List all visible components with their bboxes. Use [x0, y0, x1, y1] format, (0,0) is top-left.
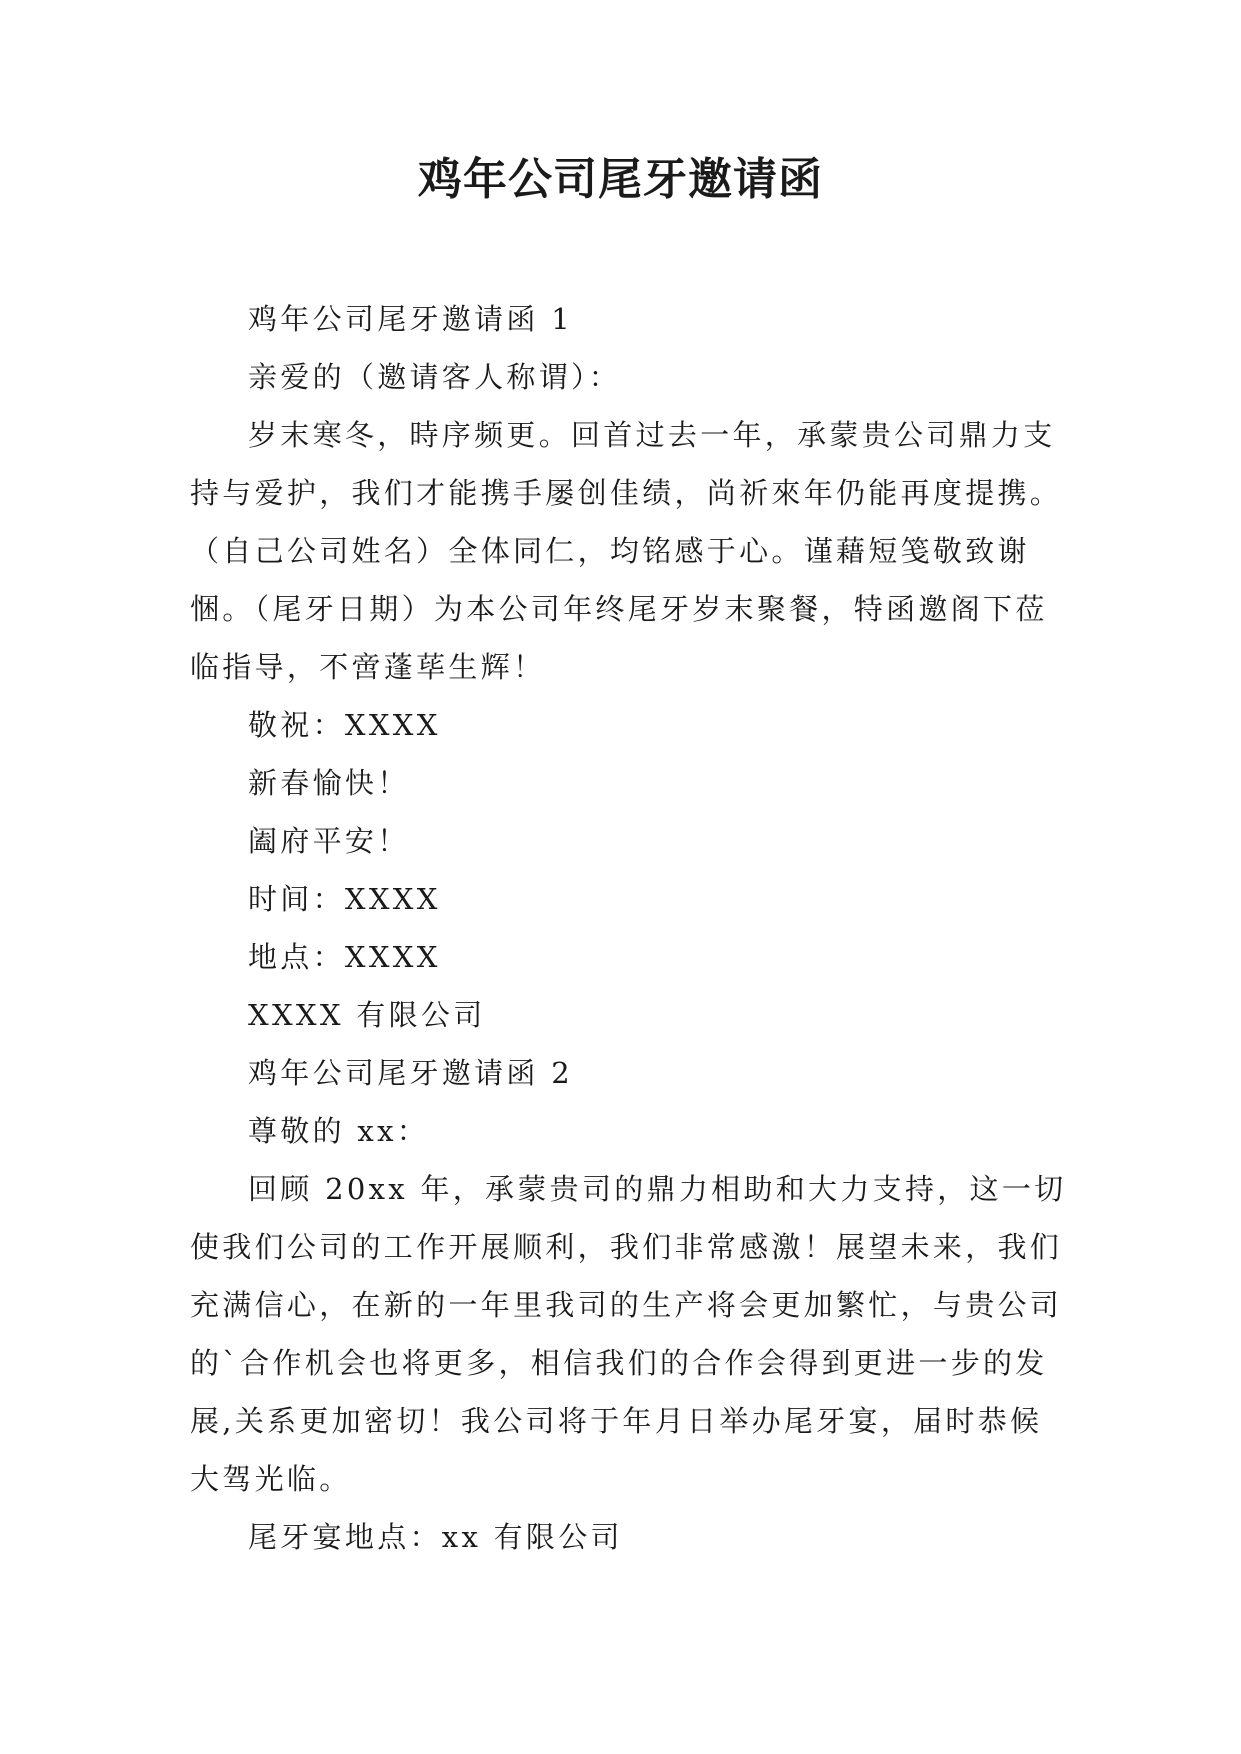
salutation-2: 尊敬的 xx：	[248, 1114, 430, 1148]
company-signature: XXXX 有限公司	[248, 998, 486, 1032]
salutation-1: 亲爱的（邀请客人称谓）：	[248, 360, 622, 394]
invitation-2-heading: 鸡年公司尾牙邀请函 2	[248, 1056, 573, 1090]
closing-wish: 敬祝：XXXX	[248, 708, 441, 742]
invitation-1-heading: 鸡年公司尾牙邀请函 1	[248, 302, 573, 336]
invitation-2-body: 回顾 20xx 年，承蒙贵司的鼎力相助和大力支持，这一切使我们公司的工作开展顺利，我们非常感激！展望未来，我们充满信心，在新的一年里我司的生产将会更加繁忙，与贵公司的`合作机会也将更多，相信我们的合作会得到更进一步的发展,关系更加密切！我公司将于年月日举办尾牙宴，届时恭候大驾光临。	[190, 1172, 1067, 1496]
closing-line-2: 阖府平安！	[248, 824, 410, 858]
banquet-location: 尾牙宴地点：xx 有限公司	[248, 1520, 623, 1554]
closing-line-1: 新春愉快！	[248, 766, 410, 800]
document-body	[190, 290, 1070, 1566]
event-location: 地点：XXXX	[248, 940, 441, 974]
event-time: 时间：XXXX	[248, 882, 441, 916]
document-title: 鸡年公司尾牙邀请函	[418, 154, 823, 205]
invitation-1-body: 岁末寒冬，時序频更。回首过去一年，承蒙贵公司鼎力支持与爱护，我们才能携手屡创佳绩，尚祈來年仍能再度提携。（自己公司姓名）全体同仁，均铭感于心。谨藉短笺敬致谢悃。（尾牙日期）为本公司年终尾牙岁末聚餐，特函邀阁下莅临指导，不啻蓬荜生辉！	[190, 418, 1063, 684]
